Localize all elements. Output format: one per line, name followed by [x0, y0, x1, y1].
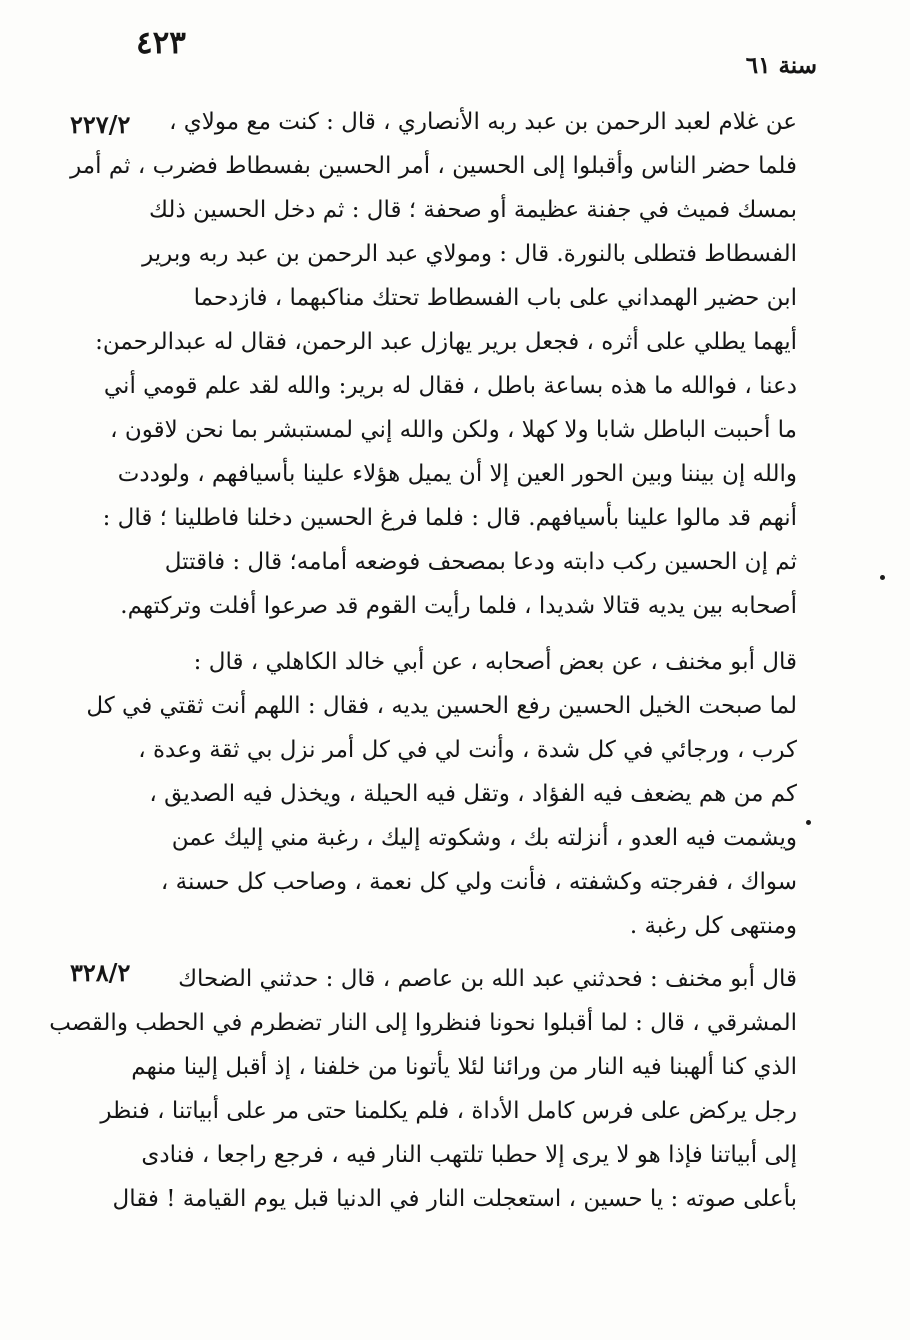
text-line: ويشمت فيه العدو ، أنزلته بك ، وشكوته إليك ، رغبة مني إليك عمن — [171, 825, 797, 851]
year-heading: سنة ٦١ — [745, 52, 817, 79]
margin-reference: ٢٢٧/٢ — [70, 110, 131, 139]
margin-dot — [806, 820, 811, 825]
paragraph — [86, 640, 797, 948]
text-line: ومنتهى كل رغبة . — [629, 913, 797, 939]
text-line: أيهما يطلي على أثره ، فجعل برير يهازل عبد الرحمن، فقال له عبدالرحمن: — [95, 329, 797, 355]
text-line: كرب ، ورجائي في كل شدة ، وأنت لي في كل أمر نزل بي ثقة وعدة ، — [138, 737, 797, 763]
text-line: ابن حضير الهمداني على باب الفسطاط تحتك مناكبهما ، فازدحما — [193, 285, 797, 311]
text-line: والله إن بيننا وبين الحور العين إلا أن يميل هؤلاء علينا بأسيافهم ، ولوددت — [117, 461, 797, 487]
text-line: كم من هم يضعف فيه الفؤاد ، وتقل فيه الحيلة ، ويخذل فيه الصديق ، — [149, 781, 797, 807]
text-line: ثم إن الحسين ركب دابته ودعا بمصحف فوضعه أمامه؛ قال : فاقتتل — [164, 549, 797, 575]
text-line: الفسطاط فتطلى بالنورة. قال : ومولاي عبد الرحمن بن عبد ربه وبرير — [142, 241, 797, 267]
text-line: قال أبو مخنف : فحدثني عبد الله بن عاصم ، قال : حدثني الضحاك — [178, 966, 797, 992]
text-line: فلما حضر الناس وأقبلوا إلى الحسين ، أمر الحسين بفسطاط فضرب ، ثم أمر — [70, 153, 797, 179]
text-line: بأعلى صوته : يا حسين ، استعجلت النار في الدنيا قبل يوم القيامة ! فقال — [112, 1186, 797, 1212]
text-line: المشرقي ، قال : لما أقبلوا نحونا فنظروا إلى النار تضطرم في الحطب والقصب — [49, 1010, 797, 1036]
margin-dot — [880, 575, 885, 580]
text-line: رجل يركض على فرس كامل الأداة ، فلم يكلمنا حتى مر على أبياتنا ، فنظر — [100, 1098, 797, 1124]
page-number: ٤٢٣ — [136, 25, 186, 61]
text-line: إلى أبياتنا فإذا هو لا يرى إلا حطبا تلتهب النار فيه ، فرجع راجعا ، فنادى — [141, 1142, 797, 1168]
text-line: سواك ، ففرجته وكشفته ، فأنت ولي كل نعمة ، وصاحب كل حسنة ، — [160, 869, 797, 895]
margin-reference: ٣٢٨/٢ — [70, 958, 131, 987]
text-line: دعنا ، فوالله ما هذه بساعة باطل ، فقال له برير: والله لقد علم قومي أني — [103, 373, 797, 399]
text-line: ما أحببت الباطل شابا ولا كهلا ، ولكن والله إني لمستبشر بما نحن لاقون ، — [110, 417, 797, 443]
text-line: عن غلام لعبد الرحمن بن عبد ربه الأنصاري ، قال : كنت مع مولاي ، — [169, 109, 797, 135]
text-line: بمسك فميث في جفنة عظيمة أو صحفة ؛ قال : ثم دخل الحسين ذلك — [149, 197, 797, 223]
text-line: قال أبو مخنف ، عن بعض أصحابه ، عن أبي خالد الكاهلي ، قال : — [193, 649, 797, 675]
text-line: أنهم قد مالوا علينا بأسيافهم. قال : فلما فرغ الحسين دخلنا فاطلينا ؛ قال : — [102, 505, 797, 531]
text-line: أصحابه بين يديه قتالا شديدا ، فلما رأيت القوم قد صرعوا أفلت وتركتهم. — [120, 593, 797, 619]
text-line: الذي كنا ألهبنا فيه النار من ورائنا لئلا يأتونا من خلفنا ، إذ أقبل إلينا منهم — [131, 1054, 797, 1080]
text-line: لما صبحت الخيل الحسين رفع الحسين يديه ، فقال : اللهم أنت ثقتي في كل — [86, 693, 797, 719]
